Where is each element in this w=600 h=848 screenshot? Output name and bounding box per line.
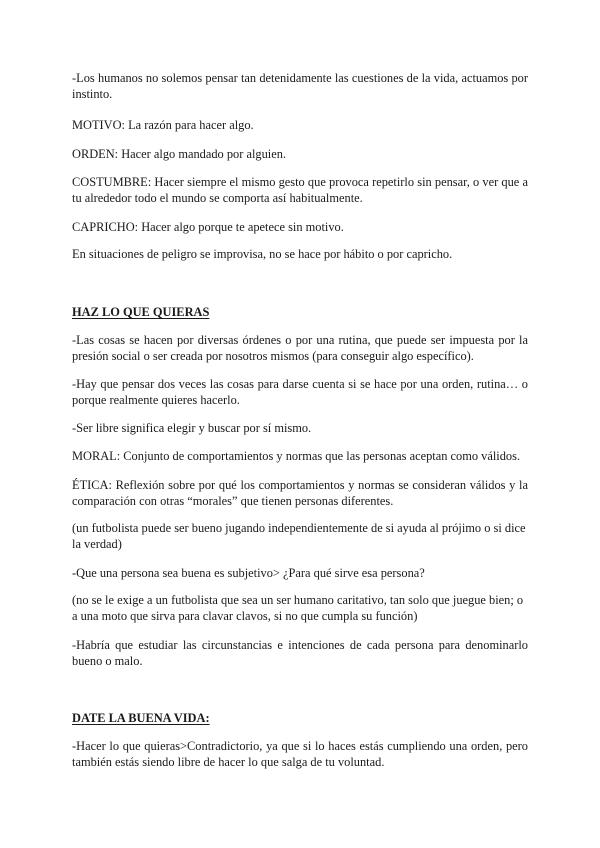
- definition-motivo: MOTIVO: La razón para hacer algo.: [72, 118, 254, 132]
- definition-moral: MORAL: Conjunto de comportamientos y normas que las personas aceptan como válidos.: [72, 449, 521, 463]
- definition-orden: ORDEN: Hacer algo mandado por alguien.: [72, 147, 287, 161]
- section1-paragraph: -Las cosas se hacen por diversas órdenes o por una rutina, que puede ser impuesta por la presión social o ser creada por nosotros mismos (para conseguir algo específico).: [72, 333, 528, 363]
- section1-paragraph: (no se le exige a un futbolista que sea un ser humano caritativo, tan solo que juegue bien; o a una moto que sirva para clavar clavos, si no que cumpla su función): [72, 593, 524, 623]
- section-heading-date-la-buena-vida: DATE LA BUENA VIDA:: [72, 711, 210, 725]
- section1-paragraph: -Habría que estudiar las circunstancias e intenciones de cada persona para denominarlo bueno o malo.: [72, 638, 528, 668]
- section-heading-haz-lo-que-quieras: HAZ LO QUE QUIERAS: [72, 305, 210, 319]
- section1-paragraph: -Que una persona sea buena es subjetivo> ¿Para qué sirve esa persona?: [72, 566, 425, 580]
- definition-capricho: CAPRICHO: Hacer algo porque te apetece sin motivo.: [72, 220, 344, 234]
- intro-paragraph: -Los humanos no solemos pensar tan detenidamente las cuestiones de la vida, actuamos por instinto.: [72, 71, 528, 101]
- section2-paragraph: -Hacer lo que quieras>Contradictorio, ya que si lo haces estás cumpliendo una orden, pero también estás siendo libre de hacer lo que salga de tu voluntad.: [72, 739, 528, 769]
- intro-closing-paragraph: En situaciones de peligro se improvisa, no se hace por hábito o por capricho.: [72, 247, 453, 261]
- section1-paragraph: -Hay que pensar dos veces las cosas para darse cuenta si se hace por una orden, rutina… o porque realmente quieres hacerlo.: [72, 377, 528, 407]
- section1-paragraph: (un futbolista puede ser bueno jugando independientemente de si ayuda al prójimo o si dice la verdad): [72, 521, 526, 551]
- section1-paragraph: -Ser libre significa elegir y buscar por sí mismo.: [72, 421, 312, 435]
- definition-costumbre: COSTUMBRE: Hacer siempre el mismo gesto que provoca repetirlo sin pensar, o ver que a tu alrededor todo el mundo se comporta así habitualmente.: [72, 175, 528, 205]
- definition-etica: ÉTICA: Reflexión sobre por qué los comportamientos y normas se consideran válidos y la comparación con otras “morales” que tienen personas diferentes.: [72, 478, 528, 508]
